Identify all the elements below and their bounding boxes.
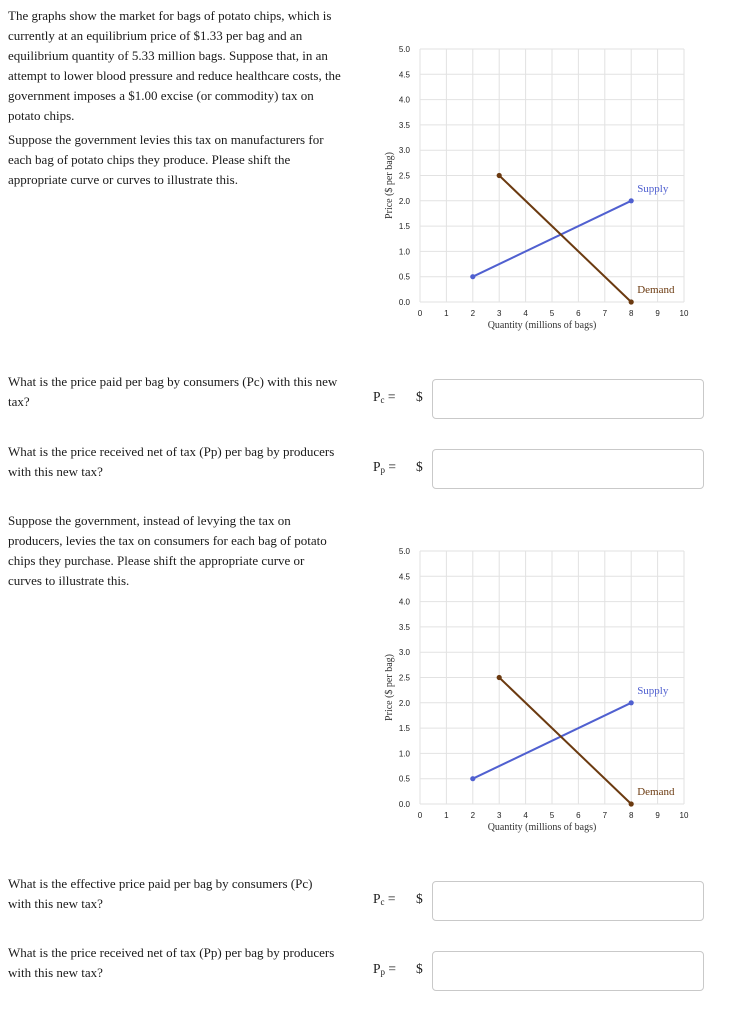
y-tick-label: 2.5	[398, 673, 410, 683]
x-tick-label: 2	[470, 309, 476, 318]
producer-tax-instruction: Suppose the government levies this tax on manufacturers for each bag of potato chips they produce. Please shift the appropriate curve or curves to illustrate this.	[8, 132, 324, 187]
x-tick-label: 10	[679, 811, 689, 820]
x-tick-label: 1	[444, 811, 449, 820]
supply-handle[interactable]	[470, 776, 475, 781]
demand-curve[interactable]	[499, 678, 631, 805]
y-tick-label: 2.5	[398, 171, 410, 181]
x-tick-label: 7	[602, 811, 608, 820]
x-tick-label: 5	[549, 309, 555, 318]
q1-pc-input[interactable]	[432, 379, 704, 419]
market-chart-consumer-tax[interactable]	[378, 536, 708, 866]
q1-pc-dollar: $	[416, 389, 423, 404]
x-tick-label: 6	[576, 811, 581, 820]
x-tick-label: 4	[523, 811, 528, 820]
demand-handle[interactable]	[497, 173, 502, 178]
demand-label: Demand	[637, 786, 675, 798]
y-tick-label: 4.0	[398, 95, 410, 105]
demand-label: Demand	[637, 284, 675, 296]
q1-pp-label: $P_p$ =	[373, 459, 397, 475]
y-tick-label: 5.0	[398, 547, 410, 556]
supply-handle[interactable]	[629, 198, 634, 203]
y-tick-label: 4.5	[398, 572, 410, 582]
x-tick-label: 3	[496, 309, 502, 318]
y-axis-title: Price ($ per bag)	[384, 654, 395, 721]
demand-handle[interactable]	[629, 299, 634, 304]
y-tick-label: 0.5	[398, 774, 410, 784]
y-tick-label: 4.5	[398, 70, 410, 80]
y-tick-label: 1.0	[398, 247, 410, 257]
demand-handle[interactable]	[497, 675, 502, 680]
q2-pc-input[interactable]	[432, 881, 704, 921]
q1-producer-price-question: What is the price received net of tax (Pp) per bag by producers with this new tax?	[8, 444, 335, 479]
demand-handle[interactable]	[629, 801, 634, 806]
q1-pc-label: $P_c$ =	[373, 389, 396, 405]
q2-pc-label: $P_c$ =	[373, 891, 396, 907]
demand-curve[interactable]	[499, 176, 631, 303]
q2-pp-label: $P_p$ =	[373, 961, 397, 977]
x-axis-title: Quantity (millions of bags)	[487, 822, 597, 833]
x-tick-label: 7	[602, 309, 608, 318]
q2-pp-input[interactable]	[432, 951, 704, 991]
x-tick-label: 8	[628, 811, 634, 820]
q1-pp-dollar: $	[416, 459, 423, 474]
y-tick-label: 3.0	[398, 648, 410, 658]
y-axis-title: Price ($ per bag)	[384, 152, 395, 219]
x-tick-label: 3	[496, 811, 502, 820]
x-axis-title: Quantity (millions of bags)	[487, 320, 597, 331]
x-tick-label: 0	[417, 811, 423, 820]
y-tick-label: 4.0	[398, 597, 410, 607]
y-tick-label: 5.0	[398, 45, 410, 54]
consumer-tax-instruction: Suppose the government, instead of levying the tax on producers, levies the tax on consumers for each bag of potato chips they purchase. Please shift the appropriate curve or curves to illustrate this.	[8, 513, 327, 588]
y-tick-label: 0.0	[398, 298, 410, 307]
x-tick-label: 5	[549, 811, 555, 820]
y-tick-label: 1.5	[398, 724, 410, 734]
y-tick-label: 3.5	[398, 120, 410, 130]
x-tick-label: 6	[576, 309, 581, 318]
y-tick-label: 3.0	[398, 146, 410, 156]
y-tick-label: 1.5	[398, 222, 410, 232]
supply-label: Supply	[637, 684, 669, 697]
x-tick-label: 9	[655, 309, 660, 318]
market-chart-producer-tax[interactable]	[378, 34, 708, 364]
x-tick-label: 9	[655, 811, 660, 820]
x-tick-label: 4	[523, 309, 528, 318]
y-tick-label: 2.0	[398, 698, 410, 708]
y-tick-label: 3.5	[398, 622, 410, 632]
x-tick-label: 1	[444, 309, 449, 318]
q1-consumer-price-question: What is the price paid per bag by consumers (Pc) with this new tax?	[8, 374, 338, 409]
q1-pp-input[interactable]	[432, 449, 704, 489]
q2-pc-dollar: $	[416, 891, 423, 906]
q2-producer-price-question: What is the price received net of tax (Pp) per bag by producers with this new tax?	[8, 945, 335, 980]
y-tick-label: 0.5	[398, 272, 410, 282]
supply-handle[interactable]	[470, 274, 475, 279]
q2-pp-dollar: $	[416, 961, 423, 976]
supply-handle[interactable]	[629, 700, 634, 705]
x-tick-label: 8	[628, 309, 634, 318]
x-tick-label: 2	[470, 811, 476, 820]
y-tick-label: 1.0	[398, 749, 410, 759]
x-tick-label: 0	[417, 309, 423, 318]
y-tick-label: 0.0	[398, 800, 410, 809]
y-tick-label: 2.0	[398, 196, 410, 206]
q2-consumer-price-question: What is the effective price paid per bag by consumers (Pc) with this new tax?	[8, 876, 313, 911]
intro-paragraph: The graphs show the market for bags of potato chips, which is currently at an equilibrium price of $1.33 per bag and an equilibrium quantity of 5.33 million bags. Suppose that, in an attempt to lower blood pressure and reduce healthcare costs, the government imposes a $1.00 excise (or commodity) tax on potato chips.	[8, 8, 341, 123]
supply-label: Supply	[637, 182, 669, 195]
x-tick-label: 10	[679, 309, 689, 318]
